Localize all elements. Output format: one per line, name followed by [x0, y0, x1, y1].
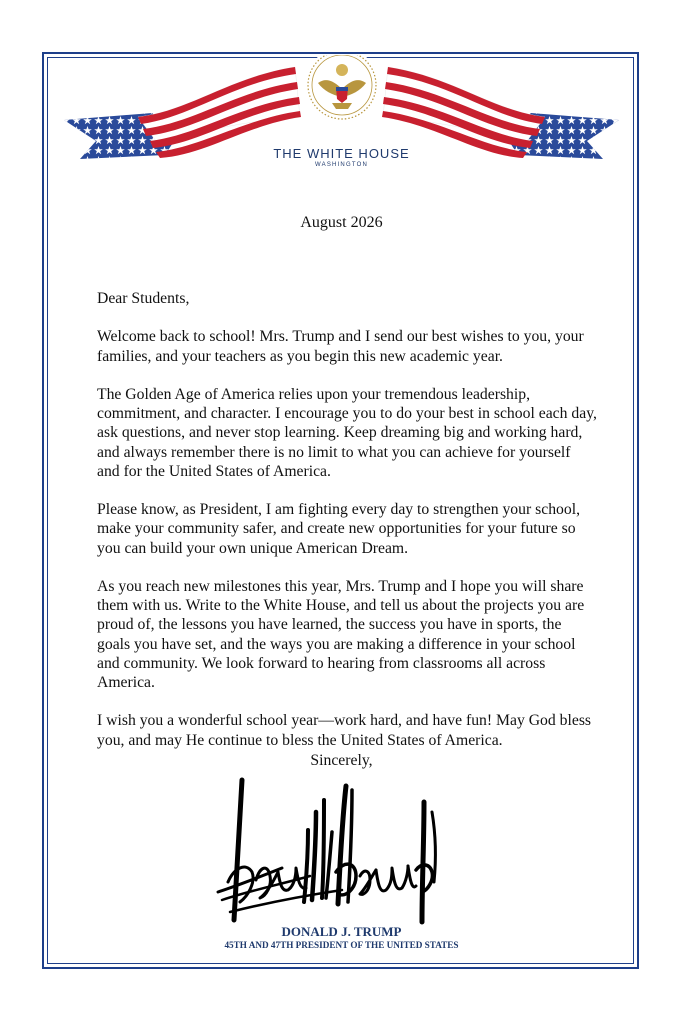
letterhead-subtitle: WASHINGTON [314, 162, 368, 168]
paragraph: The Golden Age of America relies upon your tremendous leadership, commitment, and character. I encourage you to do your best in school each day, ask questions, and never stop learning. Keep dreaming big and working hard, and always remember there is no limit to what you can achieve for yourself and for the United States of America. [97, 385, 597, 480]
signer-title: 45TH AND 47TH PRESIDENT OF THE UNITED STATES [224, 940, 459, 950]
letterhead-title: THE WHITE HOUSE [273, 146, 410, 161]
paragraph: I wish you a wonderful school year—work hard, and have fun! May God bless you, and may He continue to bless the United States of America. [97, 712, 592, 749]
left-ribbon [138, 67, 301, 158]
paragraph: As you reach new milestones this year, Mrs. Trump and I hope you will share them with us. Write to the White House, and tell us about the projects you are proud of, the lessons you have learned, the success you have in sports, the goals you have set, and the ways you are making a difference in your school and community. We look forward to hearing from classrooms all across America. [97, 577, 585, 691]
paragraph: Please know, as President, I am fighting every day to strengthen your school, make your community safer, and create new opportunities for your future so you can build your own unique American Dream. [97, 501, 581, 557]
handwritten-signature-icon [212, 772, 457, 927]
paragraph: Welcome back to school! Mrs. Trump and I send our best wishes to you, your families, and your teachers as you begin this new academic year. [97, 328, 584, 365]
signer-name: DONALD J. TRUMP [281, 924, 402, 939]
letter-body [97, 289, 597, 769]
presidential-seal-icon [305, 55, 379, 122]
right-ribbon [382, 67, 545, 158]
salutation: Dear Students, [97, 290, 190, 307]
letter-date: August 2026 [300, 214, 383, 231]
closing: Sincerely, [310, 752, 373, 769]
